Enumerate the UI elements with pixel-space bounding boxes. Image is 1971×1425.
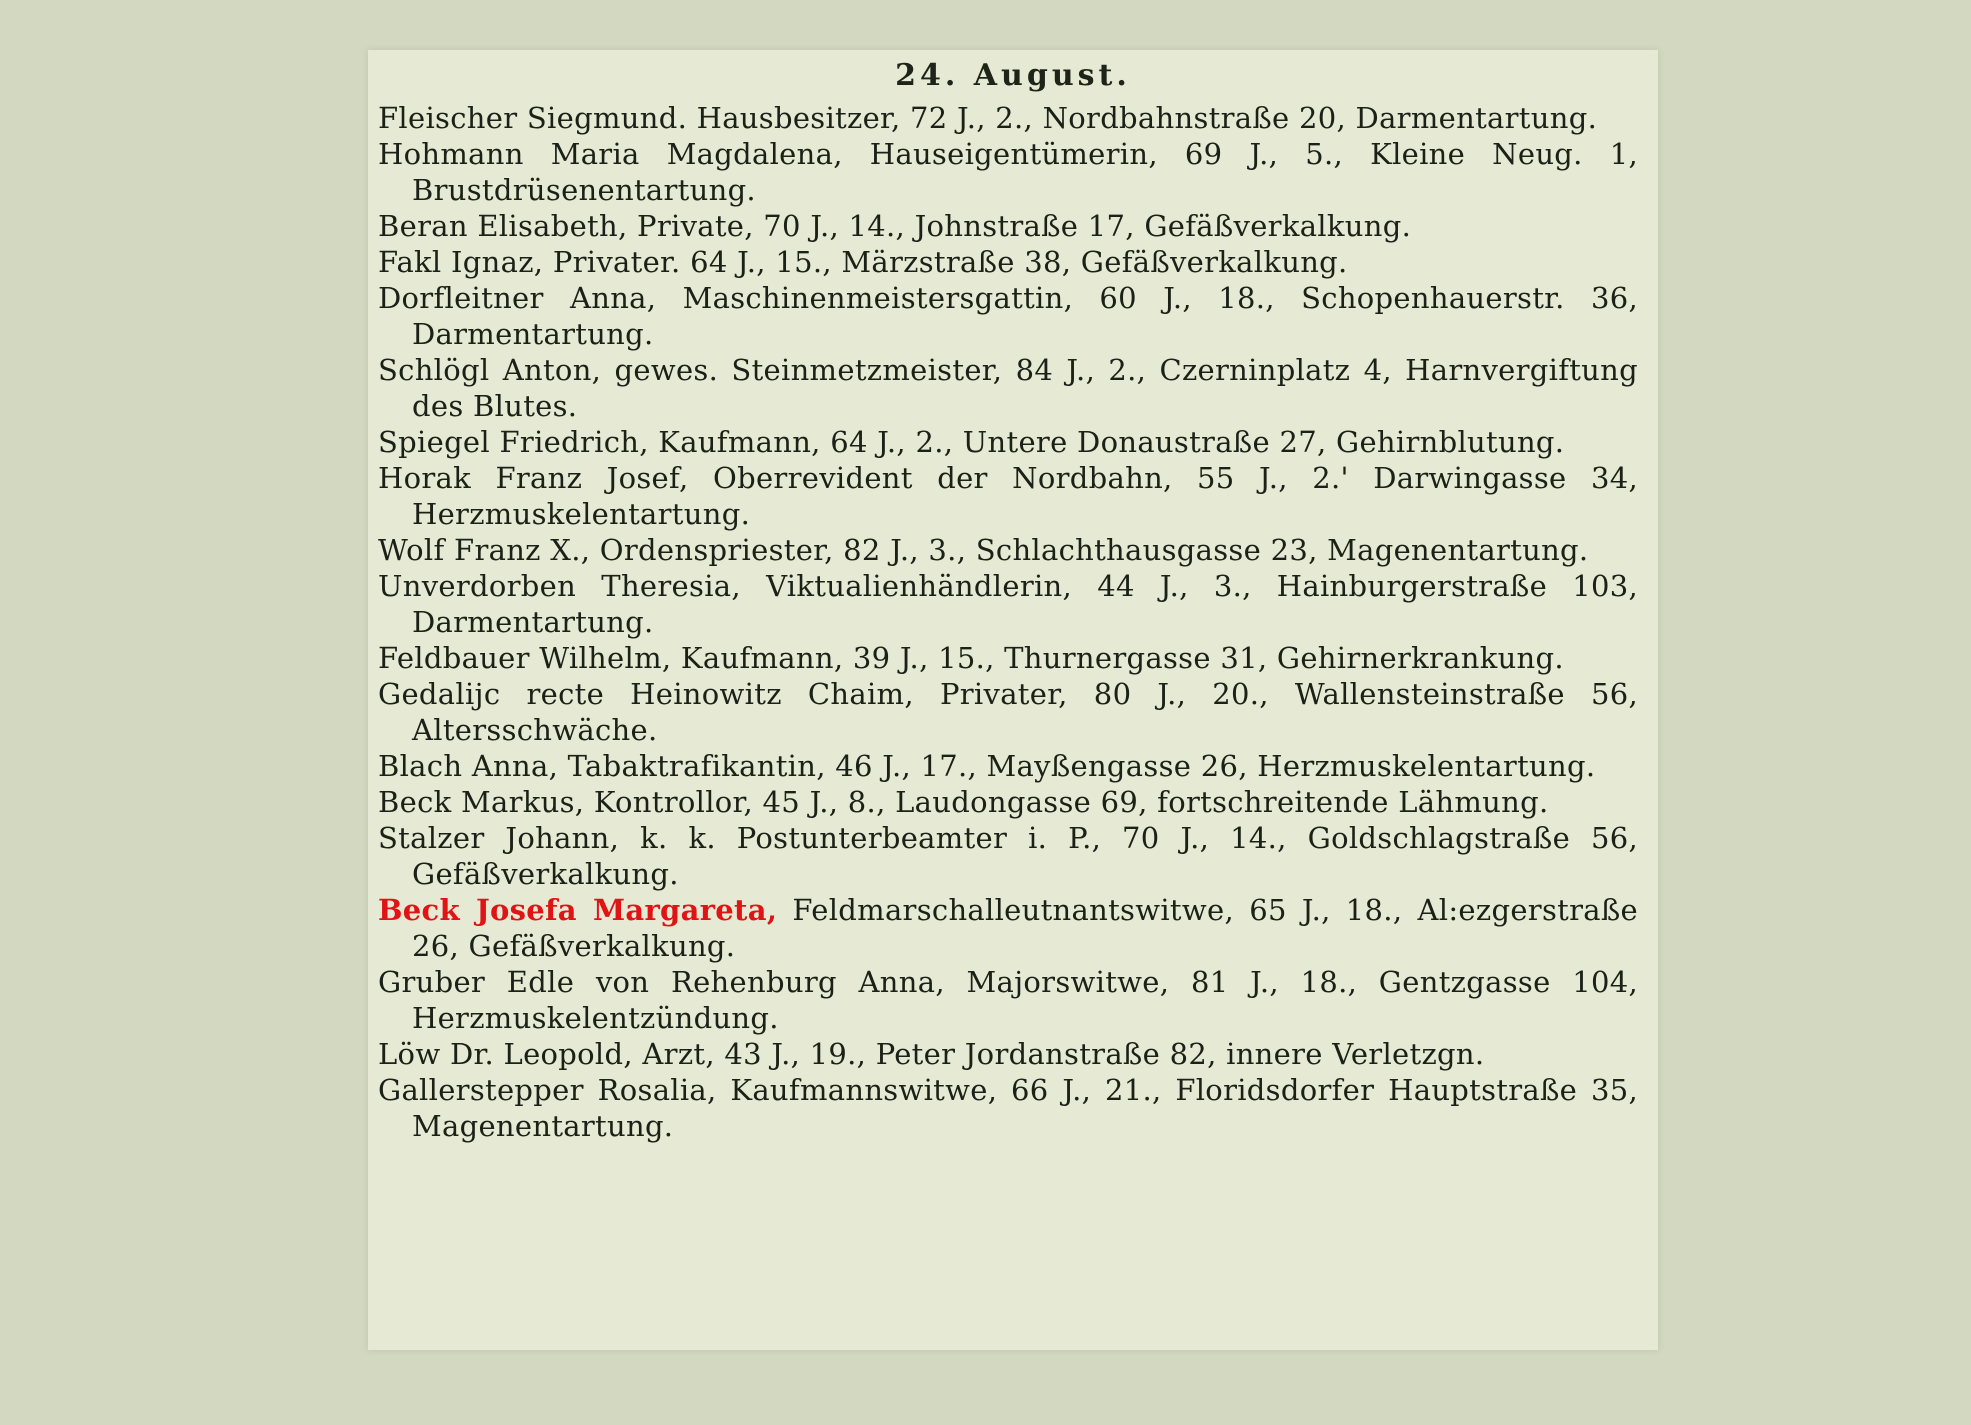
- death-entry: [378, 136, 1638, 208]
- entry-details: Viktualienhändlerin, 44 J., 3., Hainburgerstraße 103, Darmentartung.: [412, 569, 1639, 639]
- entry-name: Spiegel Friedrich,: [378, 425, 649, 459]
- entry-details: Oberrevident der Nordbahn, 55 J., 2.' Darwingasse 34, Herzmuskelentartung.: [412, 461, 1639, 531]
- entry-name-highlighted: Beck Josefa Margareta,: [378, 893, 778, 927]
- entry-name: Wolf Franz X.,: [378, 533, 591, 567]
- entry-details: Ordenspriester, 82 J., 3., Schlachthausgasse 23, Magenentartung.: [590, 533, 1589, 567]
- death-entry: [378, 1072, 1638, 1144]
- entry-name: Fleischer Siegmund.: [378, 101, 688, 135]
- entry-details: Private, 70 J., 14., Johnstraße 17, Gefäßverkalkung.: [627, 209, 1412, 243]
- document-clipping: [368, 50, 1658, 1350]
- entry-details: Maschinenmeistersgattin, 60 J., 18., Schopenhauerstr. 36, Darmentartung.: [412, 281, 1638, 351]
- entry-details: Kaufmann, 64 J., 2., Untere Donaustraße 27, Gehirnblutung.: [648, 425, 1565, 459]
- entry-details: Tabaktrafikantin, 46 J., 17., Mayßengasse 26, Herzmuskelentartung.: [558, 749, 1596, 783]
- entry-details: Kaufmannswitwe, 66 J., 21., Floridsdorfer Hauptstraße 35, Magenentartung.: [412, 1073, 1638, 1143]
- entry-name: Unverdorben Theresia,: [378, 569, 741, 603]
- entry-name: Dorfleitner Anna,: [378, 281, 657, 315]
- death-entry: [378, 748, 1638, 784]
- death-entry: [378, 820, 1638, 892]
- death-entry: [378, 244, 1638, 280]
- entry-name: Beran Elisabeth,: [378, 209, 628, 243]
- entry-details: Privater. 64 J., 15., Märzstraße 38, Gefäßverkalkung.: [543, 245, 1348, 279]
- entry-name: Blach Anna,: [378, 749, 559, 783]
- entry-details: k. k. Postunterbeamter i. P., 70 J., 14., Goldschlagstraße 56, Gefäßverkalkung.: [412, 821, 1639, 891]
- death-entry: [378, 964, 1638, 1036]
- death-entry: [378, 640, 1638, 676]
- entry-details: Hausbesitzer, 72 J., 2., Nordbahnstraße 20, Darmentartung.: [687, 101, 1598, 135]
- entry-name: Schlögl Anton,: [378, 353, 602, 387]
- death-entry: [378, 1036, 1638, 1072]
- death-entry: [378, 424, 1638, 460]
- entry-details: Kaufmann, 39 J., 15., Thurnergasse 31, Gehirnerkrankung.: [671, 641, 1564, 675]
- death-entry-highlighted: [378, 892, 1638, 964]
- entry-name: Beck Markus,: [378, 785, 585, 819]
- death-entry: [378, 280, 1638, 352]
- entry-details: Privater, 80 J., 20., Wallensteinstraße 56, Altersschwäche.: [412, 677, 1638, 747]
- death-entry: [378, 676, 1638, 748]
- entry-name: Hohmann Maria Magdalena,: [378, 137, 843, 171]
- entry-details: Feldmarschalleutnantswitwe, 65 J., 18., Al:ezgerstraße 26, Gefäßverkalkung.: [412, 893, 1638, 963]
- entry-name: Gedalijc recte Heinowitz Chaim,: [378, 677, 914, 711]
- entry-details: Arzt, 43 J., 19., Peter Jordanstraße 82, innere Verletzgn.: [632, 1037, 1485, 1071]
- entry-details: Kontrollor, 45 J., 8., Laudongasse 69, fortschreitende Lähmung.: [584, 785, 1549, 819]
- entry-name: Horak Franz Josef,: [378, 461, 689, 495]
- death-entry: [378, 208, 1638, 244]
- entry-name: Feldbauer Wilhelm,: [378, 641, 672, 675]
- death-entry: [378, 100, 1638, 136]
- death-entry: [378, 784, 1638, 820]
- death-entry: [378, 532, 1638, 568]
- date-heading: 24. August.: [895, 58, 1131, 93]
- entry-name: Stalzer Johann,: [378, 821, 620, 855]
- death-notice-list: [378, 100, 1638, 1144]
- entry-details: Hauseigentümerin, 69 J., 5., Kleine Neug. 1, Brustdrüsenentartung.: [412, 137, 1638, 207]
- death-entry: [378, 460, 1638, 532]
- death-entry: [378, 568, 1638, 640]
- entry-name: Gallerstepper Rosalia,: [378, 1073, 717, 1107]
- entry-name: Löw Dr. Leopold,: [378, 1037, 633, 1071]
- entry-details: Majorswitwe, 81 J., 18., Gentzgasse 104, Herzmuskelentzündung.: [412, 965, 1638, 1035]
- entry-name: Gruber Edle von Rehenburg Anna,: [378, 965, 945, 999]
- death-entry: [378, 352, 1638, 424]
- entry-name: Fakl Ignaz,: [378, 245, 544, 279]
- entry-details: gewes. Steinmetzmeister, 84 J., 2., Czerninplatz 4, Harnvergiftung des Blutes.: [412, 353, 1639, 423]
